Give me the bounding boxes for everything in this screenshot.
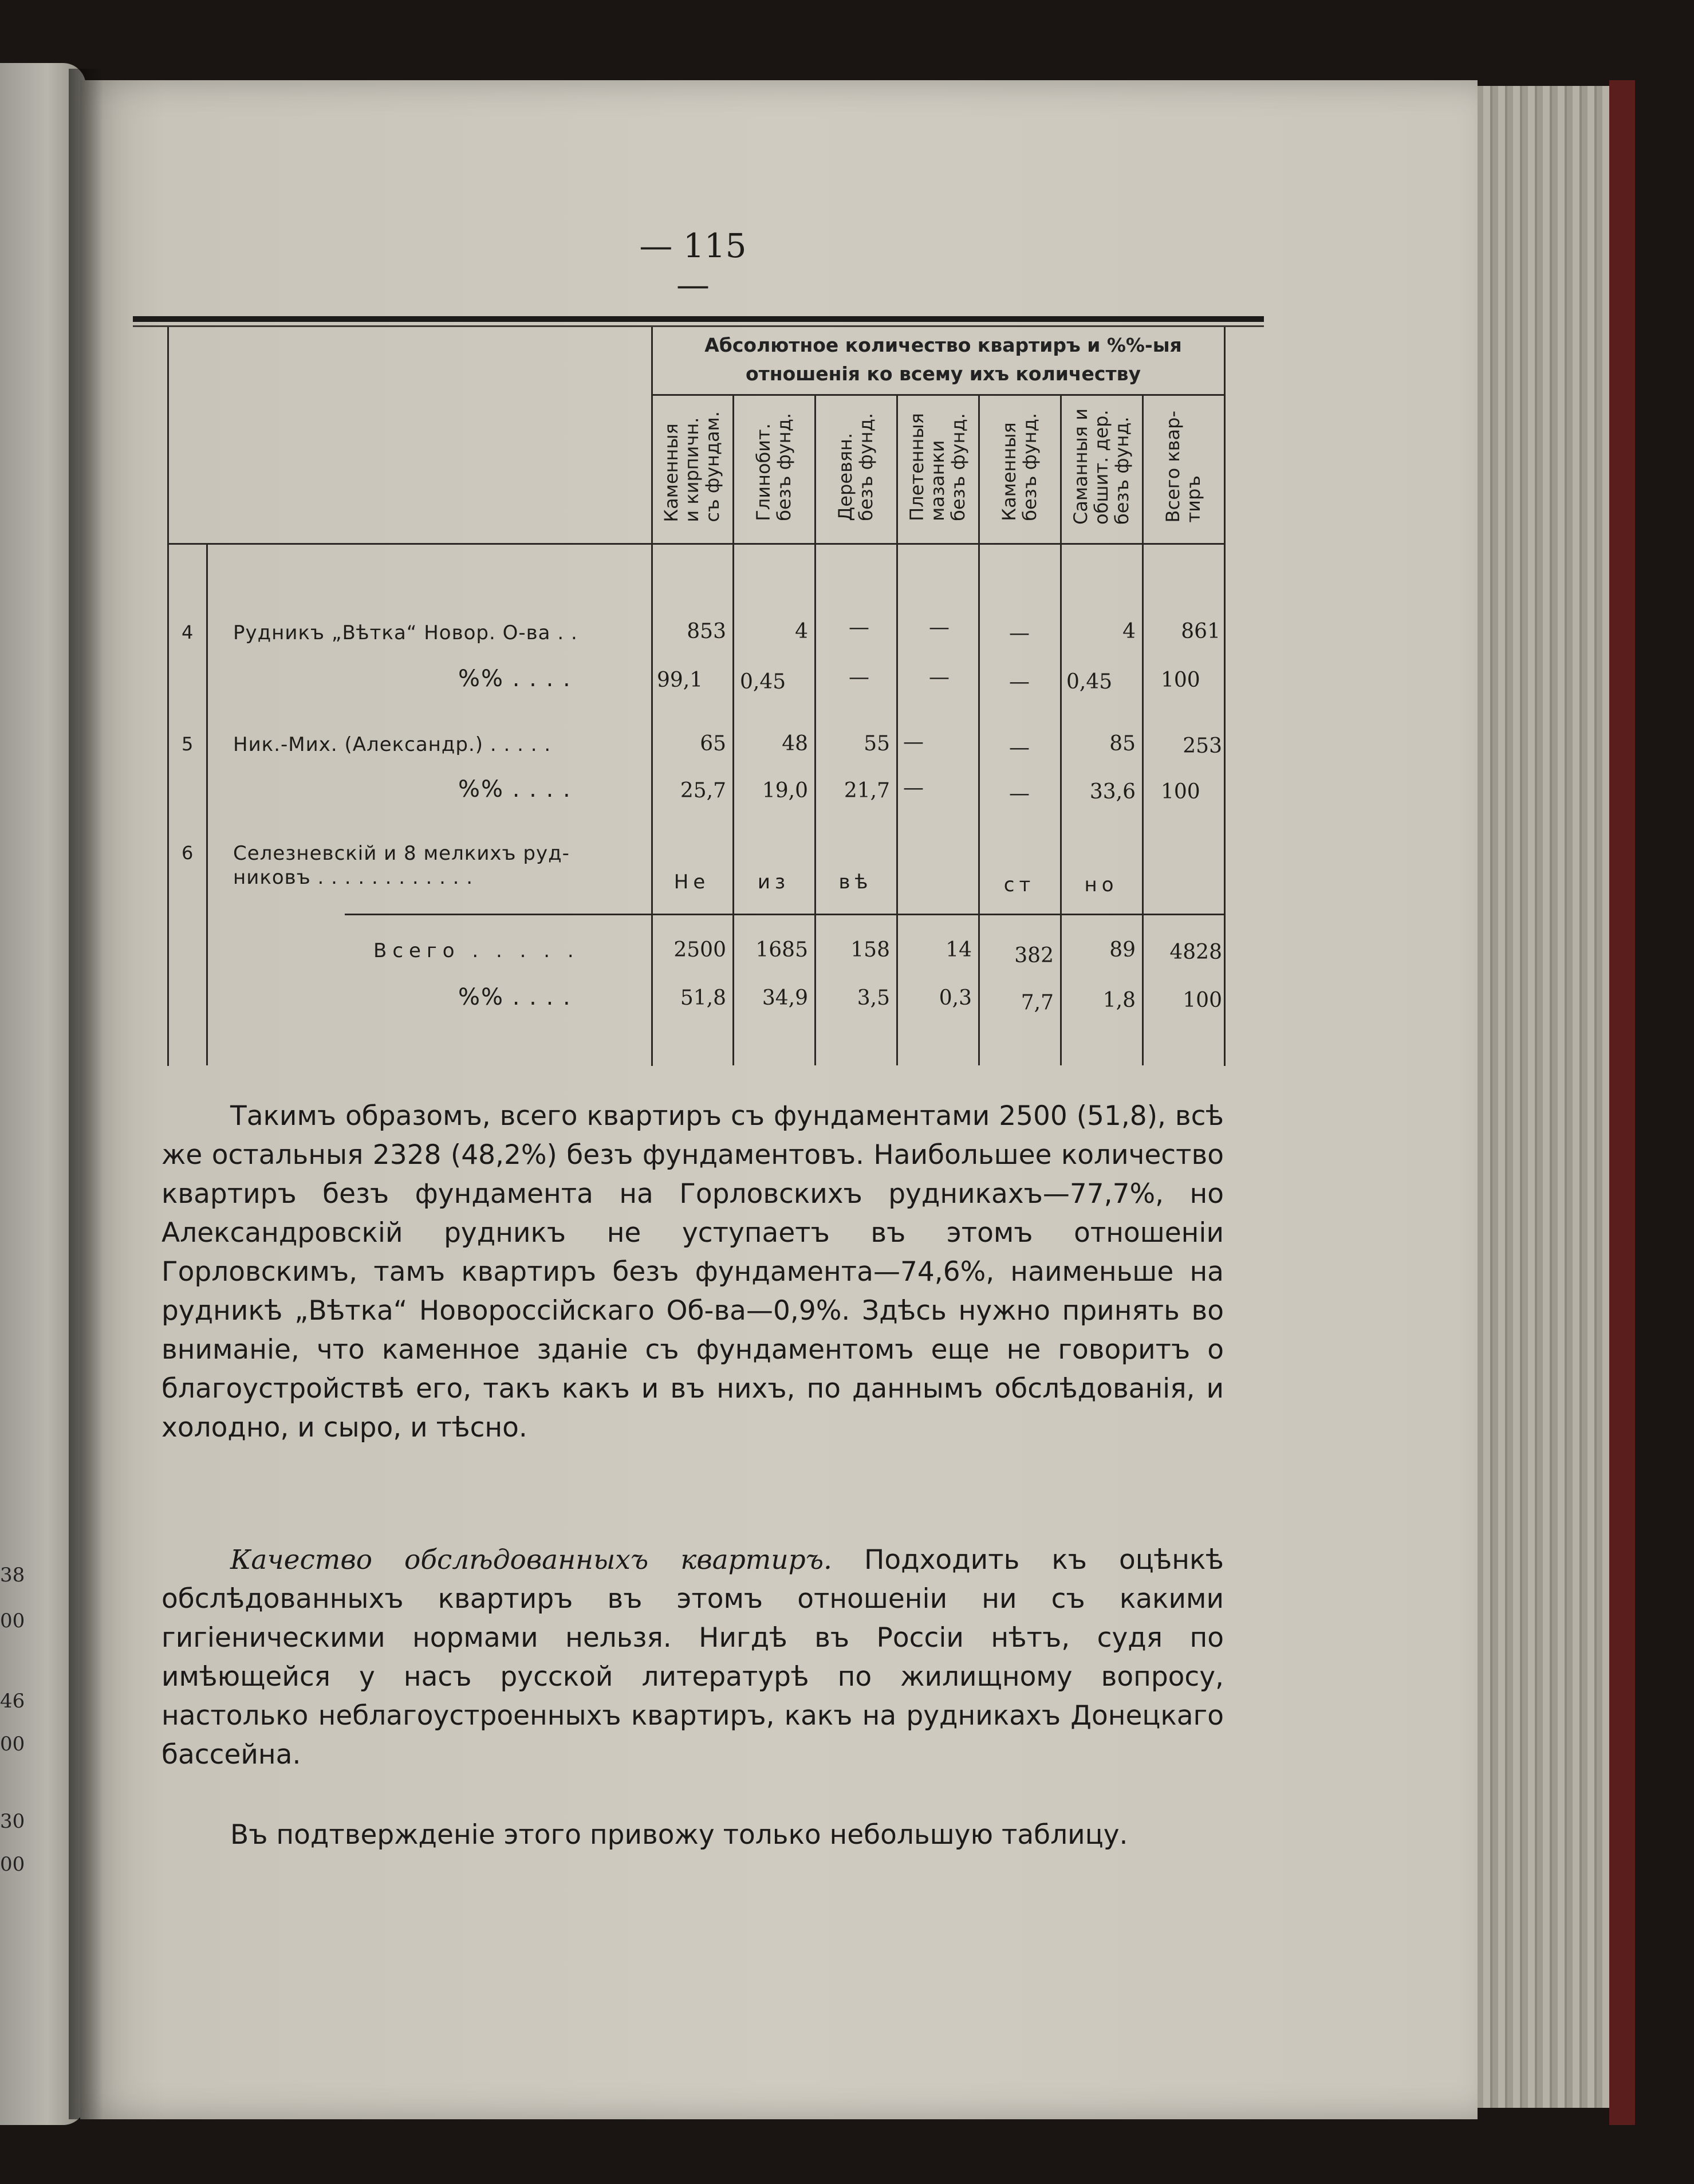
- row-number-divider: [206, 544, 208, 1065]
- left-page-fragment: 46: [0, 1690, 25, 1713]
- row-name-continued: никовъ . . . . . . . . . . . .: [233, 866, 474, 889]
- table-cell: 14: [946, 938, 972, 962]
- column-header: Глинобит. безъ фунд.: [753, 412, 795, 521]
- row-name: Ник.-Мих. (Александр.) . . . . .: [233, 733, 551, 756]
- left-page-fragment: 00: [0, 1853, 25, 1876]
- table-cell: Не: [673, 871, 710, 894]
- table-cell: —: [1009, 782, 1030, 805]
- table-border-left: [167, 327, 169, 1066]
- table-cell: 65: [700, 732, 726, 755]
- column-header: Деревян. безъ фунд.: [834, 412, 877, 521]
- table-cell: 33,6: [1089, 780, 1136, 804]
- table-cell: 99,1: [657, 668, 703, 692]
- paragraph: Въ подтвержденіе этого привожу только небольшую таблицу.: [230, 1819, 1128, 1851]
- table-cell: 100: [1161, 668, 1200, 692]
- page-number: — 115 —: [639, 226, 747, 304]
- table-cell: 4828: [1169, 941, 1222, 964]
- table-top-rule-thin: [133, 325, 1264, 327]
- column-header: Всего квар- тиръ: [1162, 411, 1204, 523]
- total-row-label: Всего . . . . .: [373, 939, 580, 962]
- table-cell: —: [849, 616, 869, 639]
- row-name: %% . . . .: [458, 776, 572, 802]
- table-cell: 48: [782, 732, 808, 755]
- table-cell: 4: [1122, 620, 1136, 643]
- table-cell: —: [903, 730, 924, 754]
- table-cell: 34,9: [762, 986, 808, 1010]
- table-cell: ст: [1003, 873, 1035, 896]
- row-name: Рудникъ „Вѣтка“ Новор. О-ва . .: [233, 621, 578, 644]
- table-cell: 4: [795, 620, 808, 643]
- table-cell: —: [1009, 736, 1030, 760]
- table-cell: —: [929, 616, 950, 639]
- table-cell: 382: [1014, 944, 1054, 967]
- paragraph-body: Подходить къ оцѣнкѣ обслѣдованныхъ квартиръ въ этомъ отношеніи ни съ какими гигіеническими нормами нельзя. Нигдѣ въ Россіи нѣтъ, судя по имѣющейся у насъ русской литературѣ по жилищному вопросу, настолько неблагоустроенныхъ квартиръ, какъ на рудникахъ Донецкаго бассейна.: [161, 1544, 1224, 1770]
- housing-table: [133, 309, 1264, 1071]
- table-cell: но: [1084, 873, 1118, 896]
- column-header: Саманныя и обшит. дер. безъ фунд.: [1070, 408, 1133, 525]
- paragraph: Такимъ образомъ, всего квартиръ съ фундаментами 2500 (51,8), всѣ же остальныя 2328 (48,2%) безъ фундаментовъ. Наибольшее количество квартиръ безъ фундамента на Горловскихъ рудникахъ—77,7%, но Александровскій рудникъ не уступаетъ въ этомъ отношеніи Горловскимъ, тамъ квартиръ безъ фундамента—74,6%, наименьше на рудникѣ „Вѣтка“ Новороссійскаго Об-ва—0,9%. Здѣсь нужно принять во вниманіе, что каменное зданіе съ фундаментомъ еще не говоритъ о благоустройствѣ его, такъ какъ и въ нихъ, по даннымъ обслѣдованія, и холодно, и сыро, и тѣсно.: [161, 1100, 1224, 1443]
- left-page-fragment: 30: [0, 1810, 25, 1833]
- page-edges: [1478, 86, 1609, 2108]
- table-cell: —: [1009, 621, 1030, 645]
- row-name: Селезневскій и 8 мелкихъ руд-: [233, 842, 570, 865]
- table-cell: —: [1009, 670, 1030, 694]
- table-top-rule: [133, 316, 1264, 322]
- table-cell: 0,3: [939, 986, 972, 1010]
- table-cell: —: [849, 666, 869, 689]
- table-cell: 51,8: [680, 986, 726, 1010]
- spine-shadow: [69, 69, 103, 2119]
- table-cell: 7,7: [1021, 991, 1054, 1014]
- total-rule: [345, 914, 1224, 915]
- table-cell: 853: [687, 620, 726, 643]
- left-page-fragment: 00: [0, 1733, 25, 1756]
- table-cell: из: [757, 871, 790, 894]
- row-number: 6: [182, 842, 194, 864]
- row-number: 5: [182, 733, 194, 755]
- table-cell: 253: [1183, 734, 1222, 758]
- table-cell: 19,0: [762, 779, 808, 802]
- table-cell: 25,7: [680, 779, 726, 802]
- table-border-right: [1224, 327, 1226, 1066]
- table-cell: вѣ: [838, 871, 873, 894]
- table-cell: 85: [1109, 732, 1136, 755]
- total-percent-label: %% . . . .: [458, 984, 572, 1010]
- paragraph-lead: Качество обслѣдованныхъ квартиръ.: [230, 1544, 832, 1576]
- group-header: Абсолютное количество квартиръ и %%-ыя отношенія ко всему ихъ количеству: [704, 334, 1182, 385]
- table-cell: 21,7: [844, 779, 890, 802]
- table-cell: 0,45: [1066, 670, 1113, 694]
- table-cell: —: [903, 776, 924, 800]
- book-cover-edge: [1609, 80, 1635, 2125]
- left-page-fragment: 38: [0, 1564, 25, 1587]
- table-cell: 55: [864, 732, 890, 755]
- row-name: %% . . . .: [458, 666, 572, 692]
- paragraph: [161, 1541, 1224, 1774]
- column-header: Каменныя безъ фунд.: [998, 412, 1041, 521]
- row-number: 4: [182, 621, 194, 643]
- table-cell: 3,5: [857, 986, 890, 1010]
- table-cell: 89: [1109, 938, 1136, 962]
- column-header: Плетенныя мазанки безъ фунд.: [906, 412, 969, 521]
- table-cell: 1685: [755, 938, 808, 962]
- table-cell: 158: [850, 938, 890, 962]
- column-header: Каменныя и кирпичн. съ фундам.: [660, 411, 723, 522]
- table-cell: 861: [1181, 620, 1220, 643]
- header-bottom-rule: [167, 543, 1224, 545]
- table-cell: 0,45: [740, 670, 786, 694]
- table-cell: —: [929, 666, 950, 689]
- left-page-fragment: 00: [0, 1610, 25, 1632]
- table-cell: 100: [1161, 780, 1200, 804]
- table-cell: 100: [1183, 989, 1222, 1012]
- table-cell: 1,8: [1102, 989, 1136, 1012]
- table-cell: 2500: [673, 938, 726, 962]
